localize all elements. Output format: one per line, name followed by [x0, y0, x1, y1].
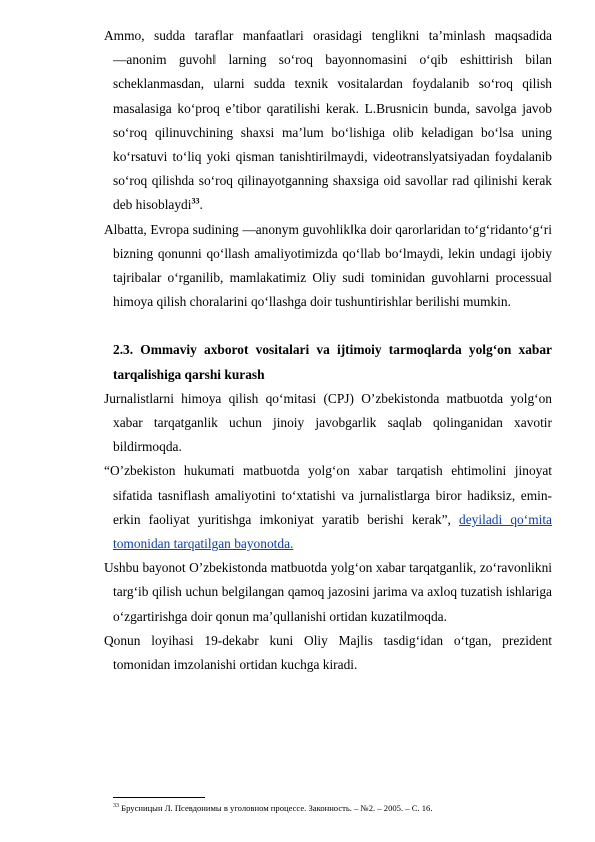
footnote-divider	[113, 797, 205, 798]
footnote-reference[interactable]: 33	[191, 196, 200, 206]
section-paragraph-3: Ushbu bayonot O’zbekistonda matbuotda yolg‘on xabar tarqatganlik, zo‘ravonlikni targ‘ib qilish uchun belgilangan qamoq jazosini jarima va axloq tuzatish ishlariga o‘zgartirishga doir qonun ma’qullanishi ortidan kuzatilmoqda.	[104, 560, 552, 624]
section-paragraph-4: Qonun loyihasi 19-dekabr kuni Oliy Majlis tasdig‘idan o‘tgan, prezident tomonidan imzolanishi ortidan kuchga kiradi.	[104, 632, 552, 673]
blank-line	[113, 314, 552, 338]
paragraph-1	[104, 24, 552, 218]
body-text	[104, 24, 552, 677]
footnote-text: Брусницын Л. Псевдонимы в уголовном процессе. Законность. – №2. – 2005. – С. 16.	[119, 802, 433, 813]
statement-link[interactable]: deyiladi qo‘mita tomonidan tarqatilgan bayonotda.	[113, 511, 552, 552]
paragraph-2: Albatta, Evropa sudining ―anonym guvohlik‖ka doir qarorlaridan to‘g‘ridanto‘g‘ri bizning qonunni qo‘llash amaliyotimizda qo‘llab bo‘lmaydi, lekin undagi ijobiy tajribalar o‘rganilib, mamlakatimiz Oliy sudi tominidan guvohlarni processual himoya qilish choralarini qo‘llashga doir tushuntirishlar berilishi mumkin.	[104, 221, 552, 310]
section-heading: 2.3. Ommaviy axborot vositalari va ijtimoiy tarmoqlarda yolg‘on xabar tarqalishiga qarshi kurash	[113, 342, 552, 382]
section-paragraph-2	[104, 459, 552, 556]
section-paragraph-2-text: “O’zbekiston hukumati matbuotda yolg‘on xabar tarqatish ehtimolini jinoyat sifatida tasniflash amaliyotini to‘xtatishi va jurnalistlarga biror hadiksiz, emin-erkin faoliyat yuritishga imkoniyat yaratib berishi kerak”,	[104, 463, 552, 527]
paragraph-1-text: Ammo, sudda taraflar manfaatlari orasidagi tenglikni ta’minlash maqsadida ―anonim guvoh‖ larning so‘roq bayonnomasini o‘qib eshittirish bilan scheklanmasdan, ularni sudda texnik vositalardan foydalanib so‘roq qilish masalasiga ko‘proq e’tibor qaratilishi kerak. L.Brusnicin bunda, savolga javob so‘roq qilinuvchining shaxsi ma’lum bo‘lishiga olib keladigan bo‘lsa uning ko‘rsatuvi to‘liq yoki qisman tanishtirilmaydi, videotranslyatsiyadan foydalanib so‘roq qilishda so‘roq qilinayotganning shaxsiga oid savollar rad qilinishi kerak deb hisoblaydi	[104, 28, 552, 213]
footnote	[113, 800, 553, 814]
section-paragraph-1: Jurnalistlarni himoya qilish qo‘mitasi (CPJ) O’zbekistonda matbuotda yolg‘on xabar tarqatganlik uchun jinoiy javobgarlik saqlab qolinganidan xavotir bildirmoqda.	[104, 390, 552, 455]
footnote-number: 33	[113, 803, 119, 809]
paragraph-1-end: .	[199, 197, 203, 213]
